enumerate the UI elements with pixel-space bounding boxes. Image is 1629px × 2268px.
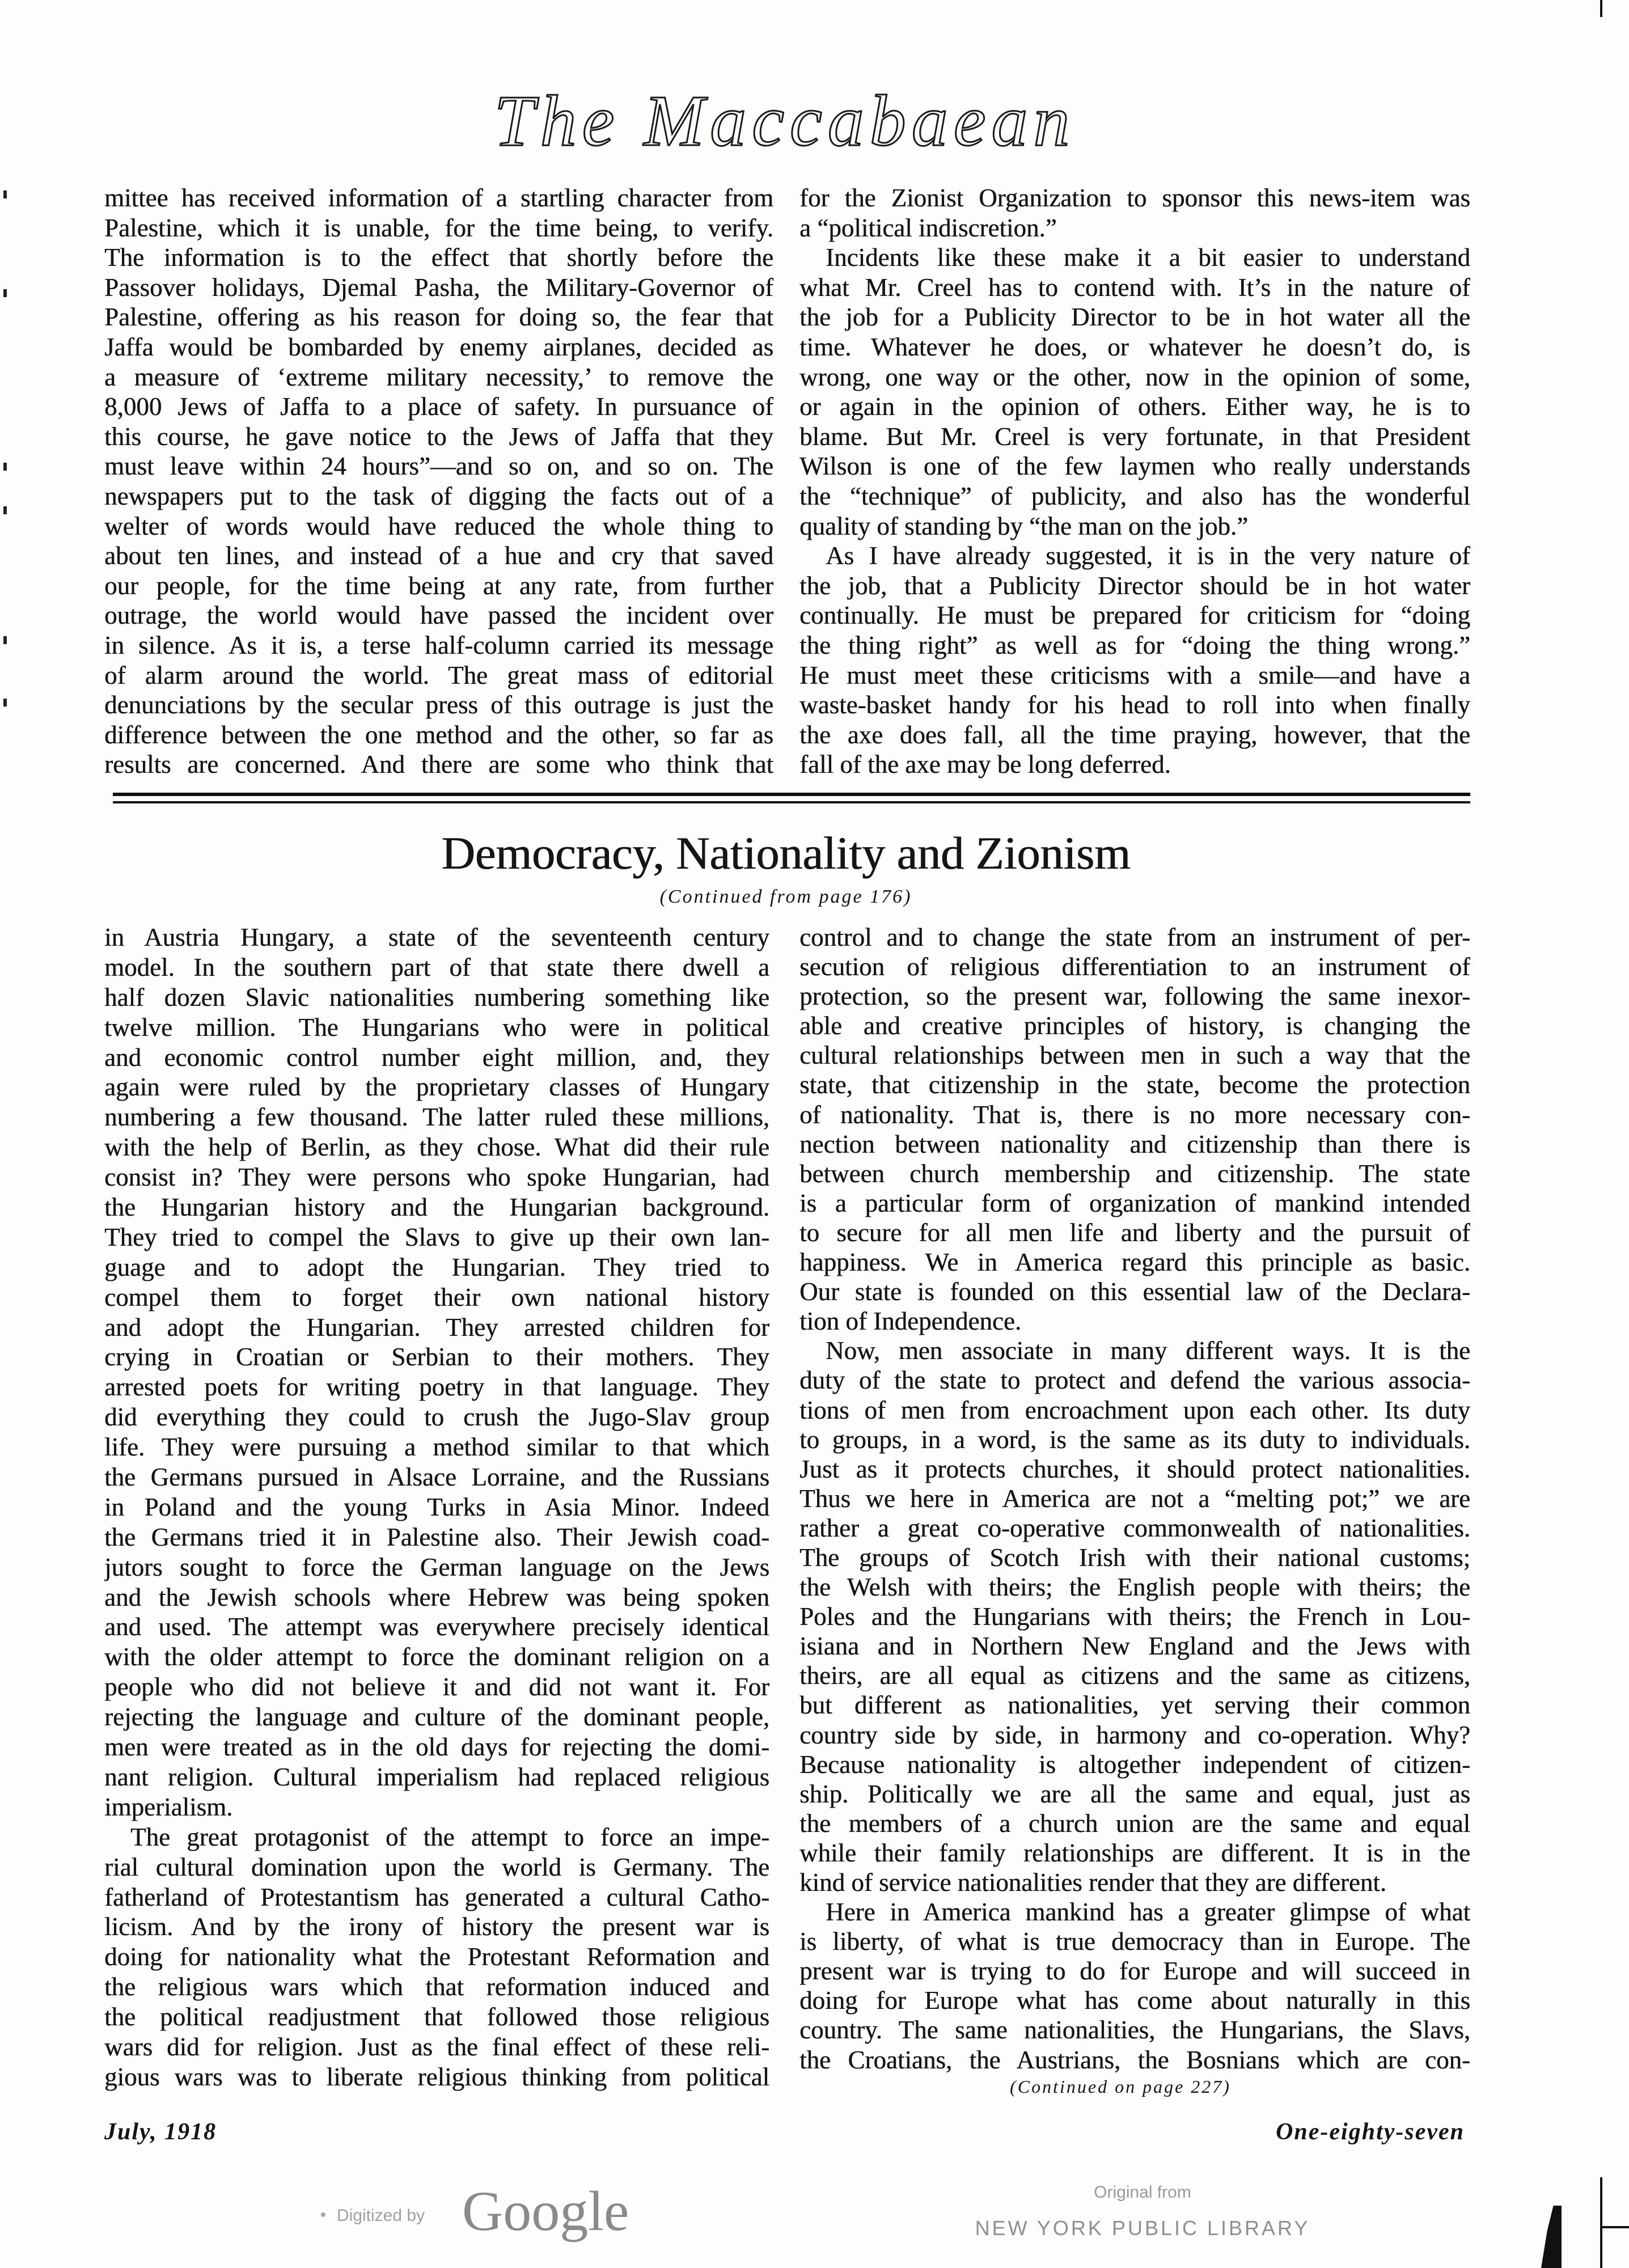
text-line: what Mr. Creel has to contend with. It’s in the nature of xyxy=(799,273,1470,302)
text-line: arrested poets for writing poetry in that language. They xyxy=(104,1373,769,1402)
text-line: of nationality. That is, there is no more necessary con- xyxy=(799,1100,1470,1129)
text-line: present war is trying to do for Europe and will succeed in xyxy=(799,1957,1470,1986)
text-line: Passover holidays, Djemal Pasha, the Military-Governor of xyxy=(104,273,773,302)
text-line: compel them to forget their own national history xyxy=(104,1283,769,1311)
text-line: isiana and in Northern New England and the Jews with xyxy=(799,1632,1470,1661)
text-line: half dozen Slavic nationalities numbering something like xyxy=(104,983,769,1012)
text-line: control and to change the state from an instrument of per- xyxy=(799,923,1470,951)
text-line: people who did not believe it and did not want it. For xyxy=(104,1673,769,1702)
text-line: about ten lines, and instead of a hue and cry that saved xyxy=(104,541,773,570)
text-line: able and creative principles of history, is changing the xyxy=(799,1012,1470,1040)
text-line: in silence. As it is, a terse half-column carried its message xyxy=(104,631,773,659)
text-line: with the help of Berlin, as they chose. What did their rule xyxy=(104,1133,769,1162)
text-line: and the Jewish schools where Hebrew was being spoken xyxy=(104,1582,769,1611)
text-line: Jaffa would be bombarded by enemy airplanes, decided as xyxy=(104,332,773,361)
text-line: for the Zionist Organization to sponsor this news-item was xyxy=(799,184,1470,212)
scan-edge-mark xyxy=(1600,0,1602,17)
text-line: Palestine, which it is unable, for the time being, to verify. xyxy=(104,213,773,242)
masthead-title: The Maccabaean xyxy=(494,81,1076,161)
text-line: results are concerned. And there are some who think that xyxy=(104,750,773,779)
text-line: The groups of Scotch Irish with their national customs; xyxy=(799,1543,1470,1572)
text-line: and economic control number eight million, and, they xyxy=(104,1043,769,1072)
text-line: the Germans pursued in Alsace Lorraine, and the Russians xyxy=(104,1463,769,1492)
issue-date: July, 1918 xyxy=(104,2119,217,2145)
text-line: this course, he gave notice to the Jews of Jaffa that they xyxy=(104,422,773,451)
text-line: imperialism. xyxy=(104,1792,233,1821)
text-line: quality of standing by “the man on the job.” xyxy=(799,511,1249,540)
article-left-column xyxy=(104,923,769,2092)
top-left-column xyxy=(104,183,773,780)
text-line: and used. The attempt was everywhere precisely identical xyxy=(104,1613,769,1641)
text-line: the members of a church union are the same and equal xyxy=(799,1809,1470,1838)
text-line: rather a great co-operative commonwealth of nationalities. xyxy=(799,1513,1470,1542)
text-line: mittee has received information of a startling character from xyxy=(104,184,773,212)
text-line: or again in the opinion of others. Either way, he is to xyxy=(799,392,1470,421)
text-line: blame. But Mr. Creel is very fortunate, in that President xyxy=(799,422,1470,451)
text-line: tion of Independence. xyxy=(799,1307,1022,1336)
text-line: Palestine, offering as his reason for doing so, the fear that xyxy=(104,303,773,332)
text-line: As I have already suggested, it is in the very nature of xyxy=(826,541,1470,570)
text-line: Thus we here in America are not a “melting pot;” we are xyxy=(799,1484,1470,1513)
text-line: Wilson is one of the few laymen who really understands xyxy=(799,452,1470,481)
double-rule-top xyxy=(113,793,1470,796)
text-line: doing for Europe what has come about naturally in this xyxy=(799,1986,1470,2015)
text-line: continually. He must be prepared for criticism for “doing xyxy=(799,601,1470,630)
text-line: Our state is founded on this essential law of the Declara- xyxy=(799,1277,1470,1306)
text-line: with the older attempt to force the dominant religion on a xyxy=(104,1643,769,1672)
text-line: gious wars was to liberate religious thinking from political xyxy=(104,2062,769,2091)
text-line: the job for a Publicity Director to be in hot water all the xyxy=(799,303,1470,332)
text-line: did everything they could to crush the Jugo-Slav group xyxy=(104,1403,769,1432)
scan-speck xyxy=(3,506,7,514)
text-line: theirs, are all equal as citizens and the same as citizens, xyxy=(799,1661,1470,1690)
text-line: The information is to the effect that shortly before the xyxy=(104,243,773,272)
text-line: rial cultural domination upon the world is Germany. The xyxy=(104,1852,769,1881)
text-line: the Hungarian history and the Hungarian background. xyxy=(104,1193,769,1222)
scan-speck xyxy=(3,636,7,644)
text-line: wars did for religion. Just as the final effect of these reli- xyxy=(104,2032,769,2061)
text-line: ship. Politically we are all the same and equal, just as xyxy=(799,1779,1470,1808)
double-rule-bottom xyxy=(113,801,1470,803)
text-line: the axe does fall, all the time praying, however, that the xyxy=(799,720,1470,749)
scan-speck xyxy=(3,463,7,471)
article-right-column xyxy=(799,923,1470,2075)
scan-speck xyxy=(3,191,7,198)
text-line: outrage, the world would have passed the incident over xyxy=(104,601,773,630)
text-line: a “political indiscretion.” xyxy=(799,213,1057,242)
text-line: The great protagonist of the attempt to force an impe- xyxy=(130,1822,769,1851)
text-line: to secure for all men life and liberty and the pursuit of xyxy=(799,1218,1470,1247)
google-logo: Google xyxy=(462,2180,629,2242)
text-line: jutors sought to force the German language on the Jews xyxy=(104,1552,769,1581)
text-line: of alarm around the world. The great mass of editorial xyxy=(104,661,773,689)
text-line: 8,000 Jews of Jaffa to a place of safety. In pursuance of xyxy=(104,392,773,421)
text-line: the “technique” of publicity, and also has the wonderful xyxy=(799,481,1470,510)
text-line: in Austria Hungary, a state of the seventeenth century xyxy=(104,923,769,951)
text-line: model. In the southern part of that state there dwell a xyxy=(104,953,769,981)
text-line: between church membership and citizenship. The state xyxy=(799,1159,1470,1188)
text-line: duty of the state to protect and defend the various associa- xyxy=(799,1366,1470,1395)
text-line: kind of service nationalities render that they are different. xyxy=(799,1868,1386,1897)
text-line: is a particular form of organization of mankind intended xyxy=(799,1188,1470,1217)
library-name: NEW YORK PUBLIC LIBRARY xyxy=(975,2216,1310,2240)
text-line: country side by side, in harmony and co-operation. Why? xyxy=(799,1720,1470,1749)
scan-edge-mark xyxy=(1600,2226,1629,2228)
text-line: in Poland and the young Turks in Asia Minor. Indeed xyxy=(104,1492,769,1521)
text-line: nection between nationality and citizenship than there is xyxy=(799,1129,1470,1158)
text-line: protection, so the present war, following the same inexor- xyxy=(799,982,1470,1011)
text-line: a measure of ‘extreme military necessity,’ to remove the xyxy=(104,362,773,391)
text-line: twelve million. The Hungarians who were in political xyxy=(104,1013,769,1042)
text-line: newspapers put to the task of digging the facts out of a xyxy=(104,481,773,510)
watermark-dot xyxy=(321,2212,325,2217)
text-line: He must meet these criticisms with a smile—and have a xyxy=(799,661,1470,689)
page-number: One-eighty-seven xyxy=(1276,2119,1465,2145)
text-line: Poles and the Hungarians with theirs; the French in Lou- xyxy=(799,1602,1470,1631)
article-title: Democracy, Nationality and Zionism xyxy=(441,827,1131,879)
text-line: but different as nationalities, yet serving their common xyxy=(799,1691,1470,1720)
text-line: secution of religious differentiation to an instrument of xyxy=(799,953,1470,981)
text-line: fall of the axe may be long deferred. xyxy=(799,750,1171,779)
text-line: Now, men associate in many different ways. It is the xyxy=(826,1336,1470,1365)
text-line: waste-basket handy for his head to roll into when finally xyxy=(799,691,1470,720)
scan-speck xyxy=(3,289,7,297)
text-line: crying in Croatian or Serbian to their mothers. They xyxy=(104,1343,769,1372)
text-line: Just as it protects churches, it should protect nationalities. xyxy=(799,1454,1470,1483)
text-line: the religious wars which that reformation induced and xyxy=(104,1973,769,2002)
text-line: the Croatians, the Austrians, the Bosnians which are con- xyxy=(799,2045,1470,2074)
text-line: cultural relationships between men in such a way that the xyxy=(799,1041,1470,1070)
original-from-label: Original from xyxy=(1094,2183,1191,2202)
text-line: welter of words would have reduced the whole thing to xyxy=(104,511,773,540)
text-line: the political readjustment that followed those religious xyxy=(104,2003,769,2032)
text-line: the thing right” as well as for “doing the thing wrong.” xyxy=(799,631,1470,659)
text-line: our people, for the time being at any rate, from further xyxy=(104,571,773,600)
text-line: Incidents like these make it a bit easier to understand xyxy=(826,243,1470,272)
text-line: They tried to compel the Slavs to give up their own lan- xyxy=(104,1222,769,1251)
text-line: rejecting the language and culture of the dominant people, xyxy=(104,1703,769,1732)
text-line: state, that citizenship in the state, become the protection xyxy=(799,1070,1470,1099)
text-line: country. The same nationalities, the Hungarians, the Slavs, xyxy=(799,2016,1470,2045)
text-line: the Germans tried it in Palestine also. Their Jewish coad- xyxy=(104,1522,769,1551)
text-line: must leave within 24 hours”—and so on, and so on. The xyxy=(104,452,773,481)
text-line: is liberty, of what is true democracy than in Europe. The xyxy=(799,1927,1470,1956)
text-line: denunciations by the secular press of this outrage is just the xyxy=(104,691,773,720)
scan-edge-mark xyxy=(1600,2177,1602,2268)
text-line: wrong, one way or the other, now in the opinion of some, xyxy=(799,362,1470,391)
text-line: Because nationality is altogether independent of citizen- xyxy=(799,1750,1470,1779)
text-line: doing for nationality what the Protestant Reformation and xyxy=(104,1943,769,1971)
text-line: difference between the one method and the other, so far as xyxy=(104,720,773,749)
text-line: consist in? They were persons who spoke Hungarian, had xyxy=(104,1163,769,1192)
digitized-by-label: Digitized by xyxy=(337,2206,425,2225)
text-line: Here in America mankind has a greater glimpse of what xyxy=(826,1898,1470,1927)
scan-blot xyxy=(1541,2206,1562,2268)
text-line: to groups, in a word, is the same as its duty to individuals. xyxy=(799,1425,1470,1454)
text-line: tions of men from encroachment upon each other. Its duty xyxy=(799,1395,1470,1424)
text-line: time. Whatever he does, or whatever he doesn’t do, is xyxy=(799,332,1470,361)
text-line: happiness. We in America regard this principle as basic. xyxy=(799,1248,1470,1277)
text-line: and adopt the Hungarian. They arrested children for xyxy=(104,1313,769,1342)
continued-from-note: (Continued from page 176) xyxy=(659,886,912,907)
text-line: men were treated as in the old days for rejecting the domi- xyxy=(104,1733,769,1762)
text-line: life. They were pursuing a method similar to that which xyxy=(104,1433,769,1462)
text-line: again were ruled by the proprietary classes of Hungary xyxy=(104,1073,769,1102)
text-line: fatherland of Protestantism has generated a cultural Catho- xyxy=(104,1882,769,1911)
text-line: numbering a few thousand. The latter ruled these millions, xyxy=(104,1103,769,1132)
scan-speck xyxy=(3,699,7,706)
text-line: the Welsh with theirs; the English people with theirs; the xyxy=(799,1573,1470,1602)
text-line: while their family relationships are different. It is in the xyxy=(799,1838,1470,1867)
top-right-column xyxy=(799,183,1470,780)
text-line: licism. And by the irony of history the present war is xyxy=(104,1912,769,1941)
text-line: nant religion. Cultural imperialism had replaced religious xyxy=(104,1762,769,1791)
text-line: guage and to adopt the Hungarian. They tried to xyxy=(104,1253,769,1281)
continued-on-note: (Continued on page 227) xyxy=(1010,2076,1231,2097)
text-line: the job, that a Publicity Director should be in hot water xyxy=(799,571,1470,600)
